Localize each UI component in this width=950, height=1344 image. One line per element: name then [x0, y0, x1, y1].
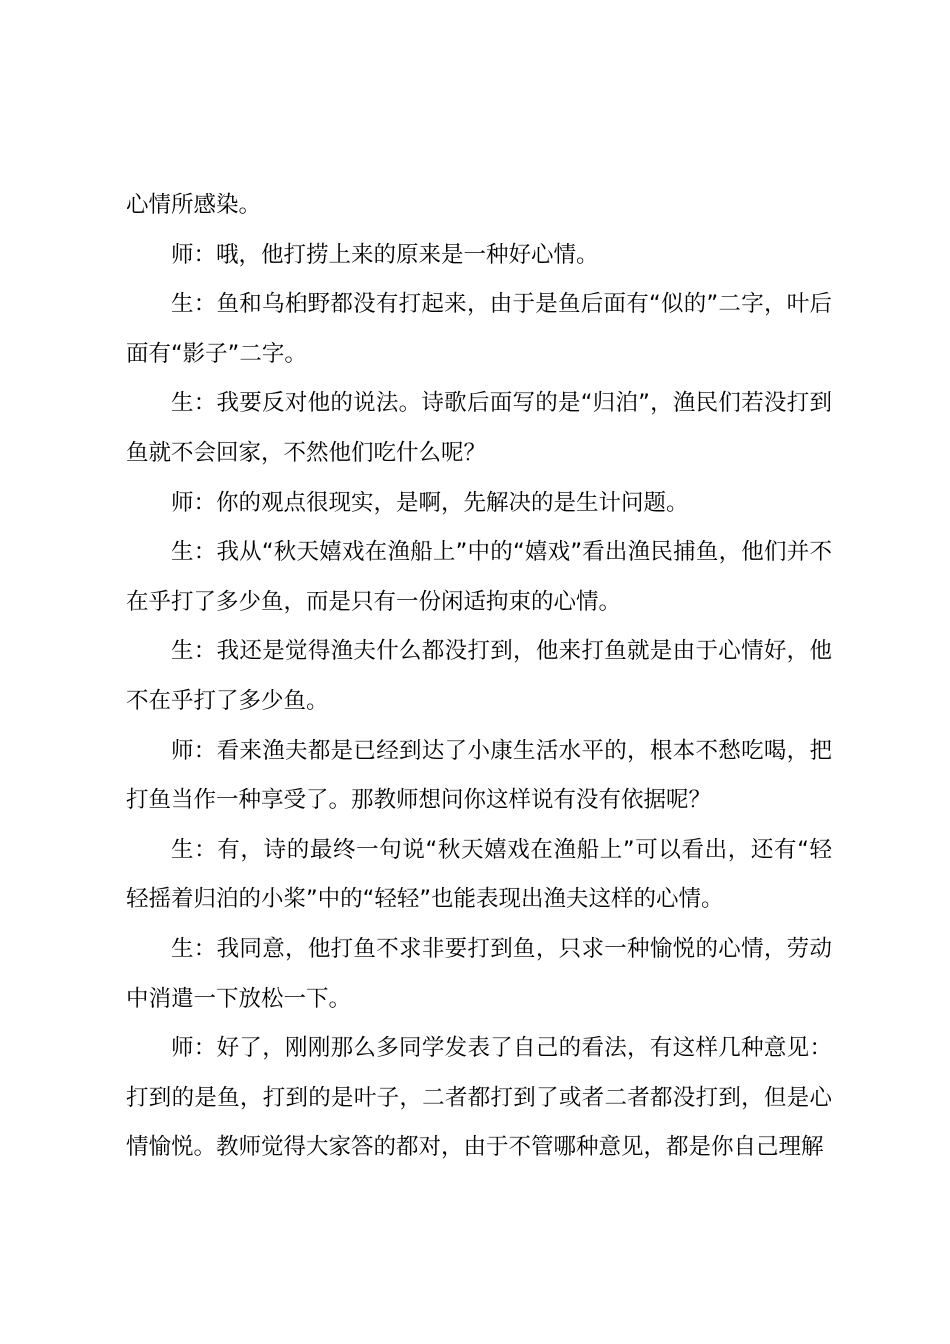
- paragraph-8: 师：看来渔夫都是已经到达了小康生活水平的，根本不愁吃喝，把打鱼当作一种享受了。那教师想问你这样说有没有依据呢？: [126, 737, 832, 814]
- paragraph-1: 心情所感染。: [126, 192, 262, 218]
- paragraph-3: 生：鱼和乌桕野都没有打起来，由于是鱼后面有“似的”二字，叶后面有“影子”二字。: [126, 291, 832, 367]
- paragraph-7: 生：我还是觉得渔夫什么都没打到，他来打鱼就是由于心情好，他不在乎打了多少鱼。: [126, 638, 832, 714]
- paragraph-10: 生：我同意，他打鱼不求非要打到鱼，只求一种愉悦的心情，劳动中消遣一下放松一下。: [126, 935, 832, 1012]
- paragraph-9: 生：有，诗的最终一句说“秋天嬉戏在渔船上”可以看出，还有“轻轻摇着归泊的小桨”中的“轻轻”也能表现出渔夫这样的心情。: [126, 836, 832, 913]
- paragraph-6: 生：我从“秋天嬉戏在渔船上”中的“嬉戏”看出渔民捕鱼，他们并不在乎打了多少鱼，而是只有一份闲适拘束的心情。: [126, 539, 832, 615]
- paragraph-4: 生：我要反对他的说法。诗歌后面写的是“归泊”，渔民们若没打到鱼就不会回家，不然他们吃什么呢？: [126, 390, 832, 466]
- document-body: [126, 181, 832, 1173]
- paragraph-5: 师：你的观点很现实，是啊，先解决的是生计问题。: [171, 489, 689, 516]
- paragraph-11: 师：好了，刚刚那么多同学发表了自己的看法，有这样几种意见：打到的是鱼，打到的是叶子，二者都打到了或者二者都没打到，但是心情愉悦。教师觉得大家答的都对，由于不管哪种意见，都是你自己理解: [126, 1035, 832, 1161]
- paragraph-2: 师：哦，他打捞上来的原来是一种好心情。: [171, 241, 599, 268]
